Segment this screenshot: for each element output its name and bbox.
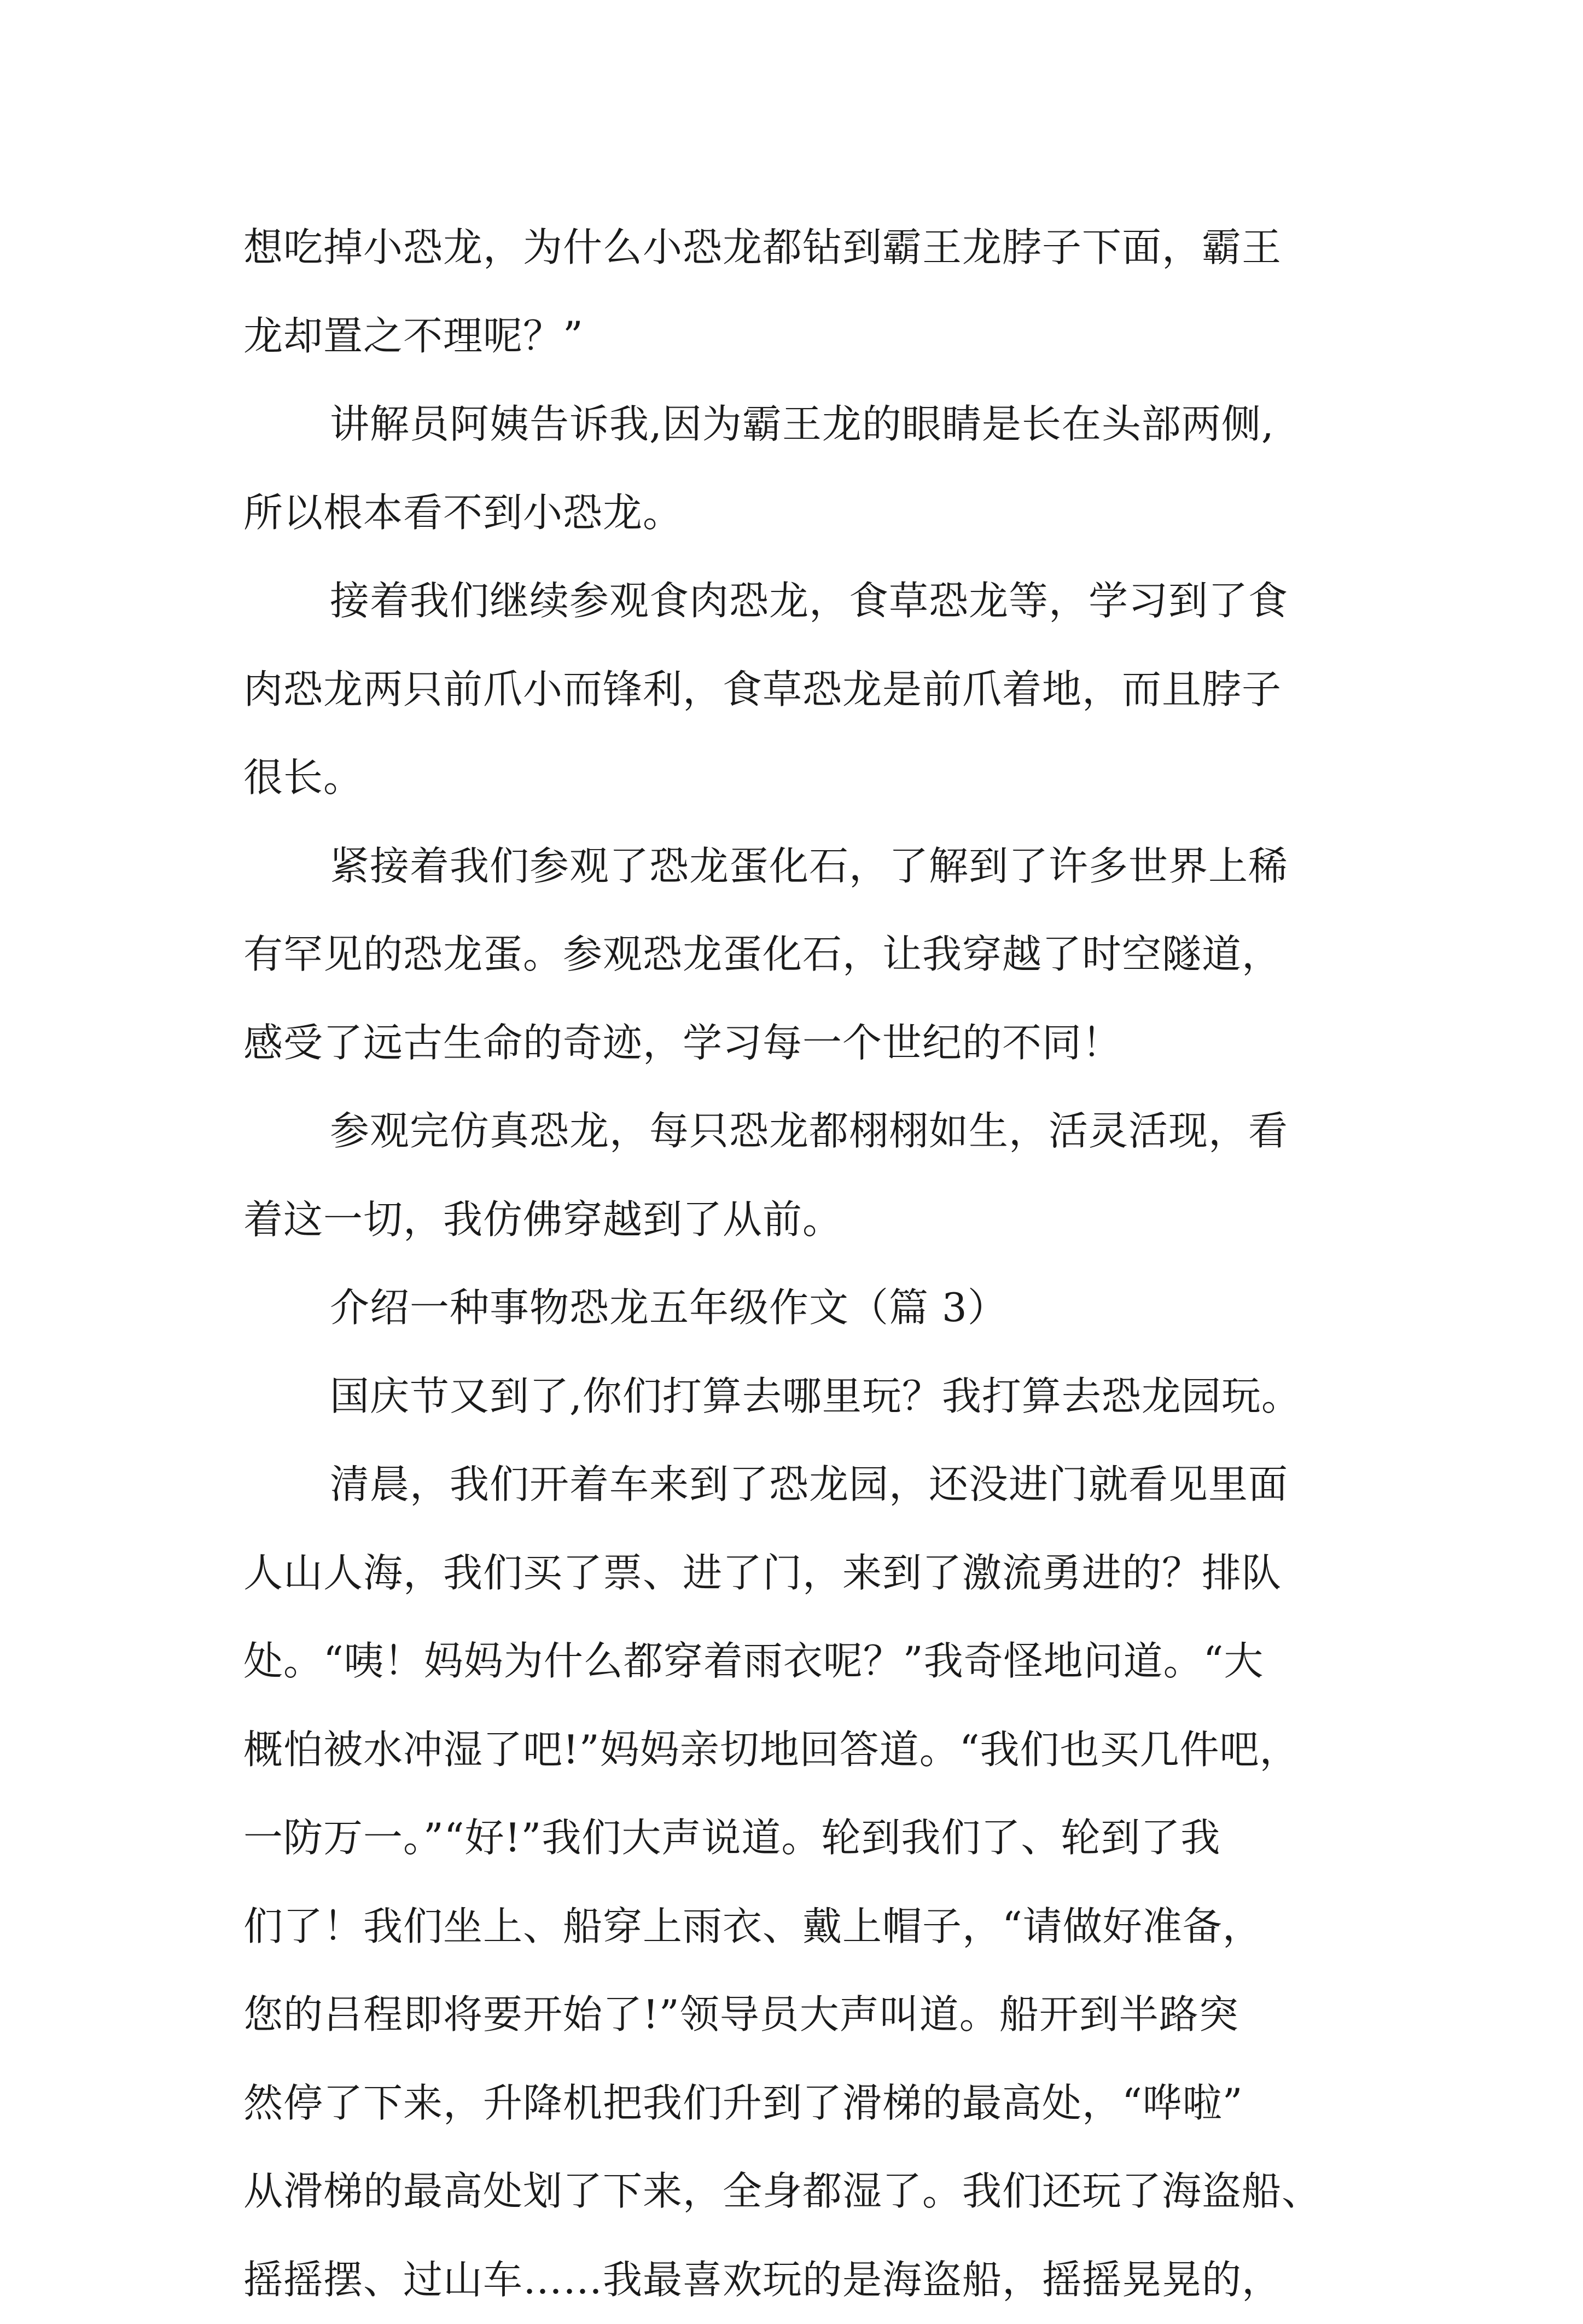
text-line-1: 想吃掉小恐龙，为什么小恐龙都钻到霸王龙脖子下面，霸王 — [243, 204, 1403, 292]
text-line-21: 您的吕程即将要开始了!”领导员大声叫道。船开到半路突 — [243, 1971, 1403, 2059]
text-line-20: 们了！我们坐上、船穿上雨衣、戴上帽子，“请做好准备， — [243, 1883, 1403, 1971]
text-line-6: 肉恐龙两只前爪小而锋利，食草恐龙是前爪着地，而且脖子 — [243, 646, 1403, 734]
text-line-5: 接着我们继续参观食肉恐龙，食草恐龙等，学习到了食 — [243, 557, 1403, 646]
section-heading: 介绍一种事物恐龙五年级作文（篇 3） — [243, 1264, 1403, 1352]
text-line-16: 人山人海，我们买了票、进了门，来到了激流勇进的？排队 — [243, 1529, 1403, 1618]
essay-text — [243, 204, 1403, 2324]
text-line-7: 很长。 — [243, 734, 1403, 822]
text-line-23: 从滑梯的最高处划了下来，全身都湿了。我们还玩了海盗船、 — [243, 2147, 1403, 2236]
text-line-11: 参观完仿真恐龙，每只恐龙都栩栩如生，活灵活现，看 — [243, 1087, 1403, 1176]
text-line-4: 所以根本看不到小恐龙。 — [243, 469, 1403, 557]
text-line-15: 清晨，我们开着车来到了恐龙园，还没进门就看见里面 — [243, 1440, 1403, 1529]
text-line-22: 然停了下来，升降机把我们升到了滑梯的最高处，“哗啦” — [243, 2059, 1403, 2148]
text-line-12: 着这一切，我仿佛穿越到了从前。 — [243, 1176, 1403, 1264]
text-line-17: 处。“咦！妈妈为什么都穿着雨衣呢？”我奇怪地问道。“大 — [243, 1617, 1403, 1706]
text-line-18: 概怕被水冲湿了吧!”妈妈亲切地回答道。“我们也买几件吧， — [243, 1706, 1403, 1794]
text-line-3: 讲解员阿姨告诉我,因为霸王龙的眼睛是长在头部两侧, — [243, 380, 1403, 469]
text-line-9: 有罕见的恐龙蛋。参观恐龙蛋化石，让我穿越了时空隧道， — [243, 910, 1403, 999]
text-line-2: 龙却置之不理呢？” — [243, 292, 1403, 381]
text-line-8: 紧接着我们参观了恐龙蛋化石，了解到了许多世界上稀 — [243, 822, 1403, 911]
text-line-19: 一防万一。”“好!”我们大声说道。轮到我们了、轮到了我 — [243, 1794, 1403, 1883]
text-line-24: 摇摇摆、过山车……我最喜欢玩的是海盗船，摇摇晃晃的， — [243, 2236, 1403, 2324]
text-line-10: 感受了远古生命的奇迹，学习每一个世纪的不同！ — [243, 999, 1403, 1088]
text-line-14: 国庆节又到了,你们打算去哪里玩？我打算去恐龙园玩。 — [243, 1352, 1403, 1441]
